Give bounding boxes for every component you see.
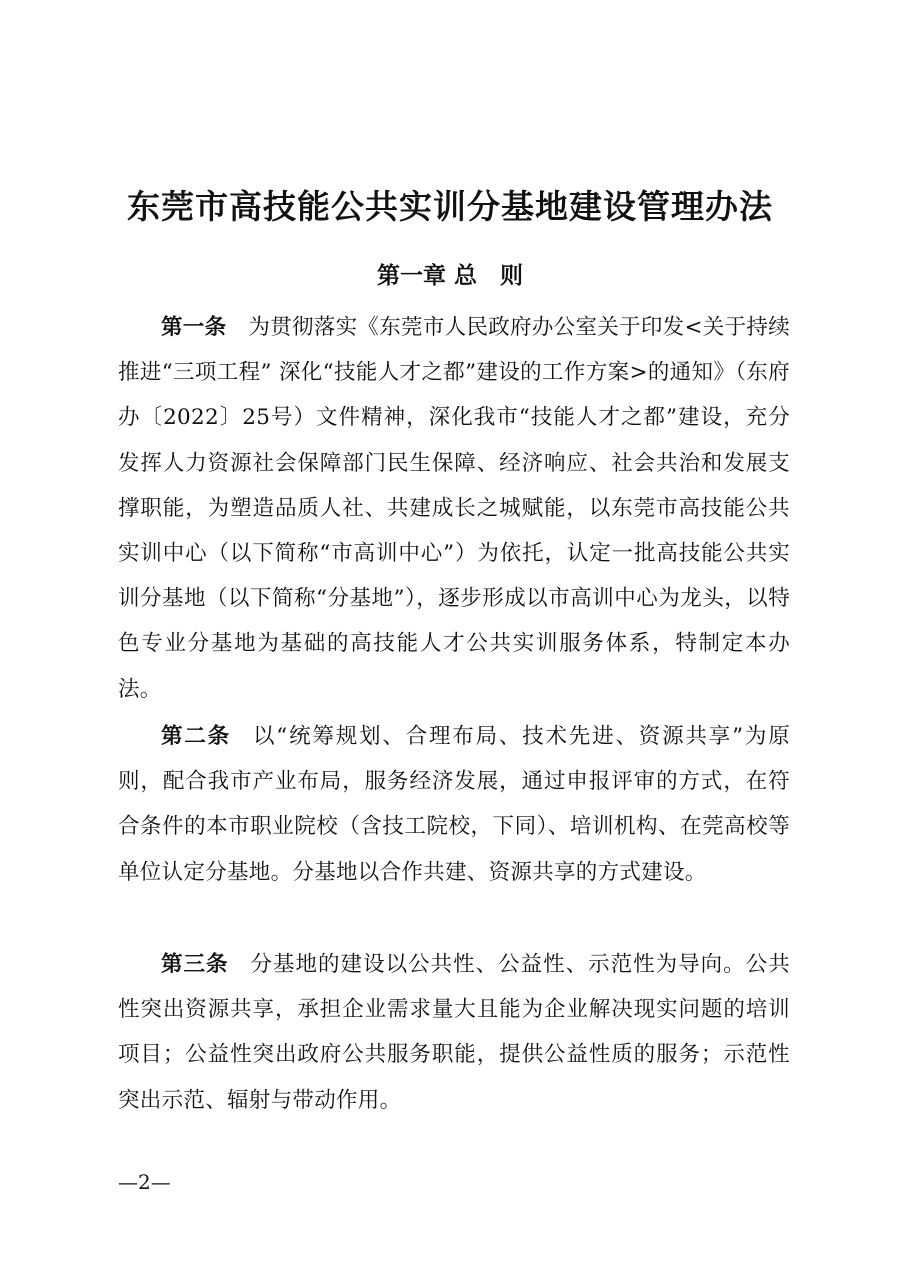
article-paragraph xyxy=(118,714,790,895)
article-text: 为贯彻落实《东莞市人民政府办公室关于印发<关于持续推进“三项工程” 深化“技能人才之都”建设的工作方案>的通知》（东府办〔2022〕25号）文件精神，深化我市“技能人才之都”建设，充分发挥人力资源社会保障部门民生保障、经济响应、社会共治和发展支撑职能，为塑造品质人社、共建成长之城赋能，以东莞市高技能公共实训中心（以下简称“市高训中心”）为依托，认定一批高技能公共实训分基地（以下简称“分基地”），逐步形成以市高训中心为龙头，以特色专业分基地为基础的高技能人才公共实训服务体系，特制定本办法。 xyxy=(118,315,790,702)
article-label: 第一条 xyxy=(161,315,227,340)
article-text: 分基地的建设以公共性、公益性、示范性为导向。公共性突出资源共享，承担企业需求量大且能为企业解决现实问题的培训项目；公益性突出政府公共服务职能，提供公益性质的服务；示范性突出示范、辐射与带动作用。 xyxy=(118,952,791,1113)
article-label: 第二条 xyxy=(161,724,231,749)
chapter-heading: 第一章 总 则 xyxy=(376,263,523,289)
article-paragraph xyxy=(118,942,790,1123)
article-paragraph xyxy=(118,305,790,712)
page-number: —2— xyxy=(118,1170,171,1194)
article-text: 以“统筹规划、合理布局、技术先进、资源共享”为原则，配合我市产业布局，服务经济发展，通过申报评审的方式，在符合条件的本市职业院校（含技工院校，下同）、培训机构、在莞高校等单位认定分基地。分基地以合作共建、资源共享的方式建设。 xyxy=(118,724,790,885)
document-title: 东莞市高技能公共实训分基地建设管理办法 xyxy=(127,187,773,227)
article-label: 第三条 xyxy=(161,952,229,977)
